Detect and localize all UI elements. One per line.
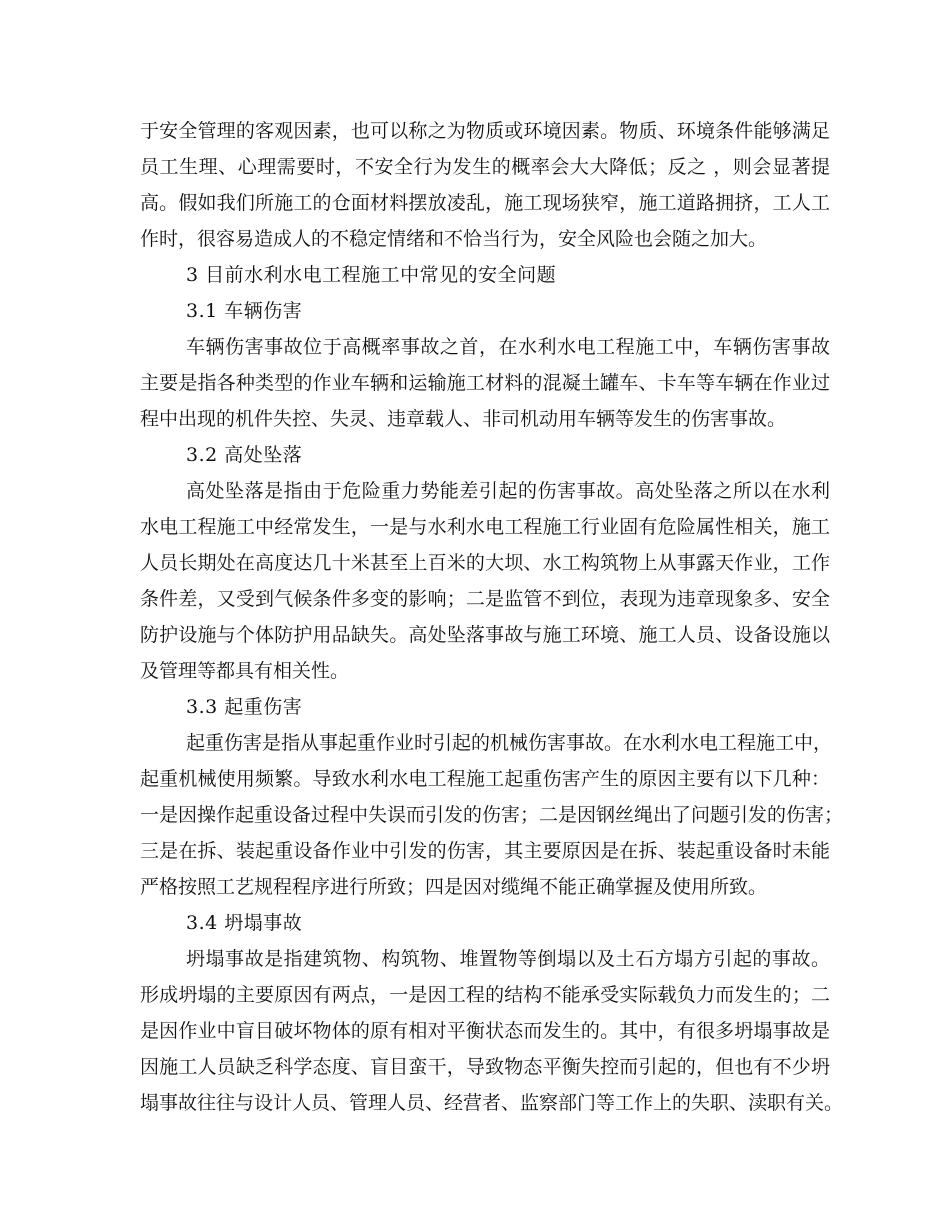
text-line: 一是因操作起重设备过程中失误而引发的伤害；二是因钢丝绳出了问题引发的伤害； (140, 804, 844, 826)
document-page (140, 113, 844, 1121)
text-line: 条件差，又受到气候条件多变的影响；二是监管不到位，表现为违章现象多、安全 (140, 588, 830, 610)
text-line: 主要是指各种类型的作业车辆和运输施工材料的混凝土罐车、卡车等车辆在作业过 (140, 372, 830, 394)
text-line: 及管理等都具有相关性。 (140, 660, 350, 682)
text-line: 作时，很容易造成人的不稳定情绪和不恰当行为，安全风险也会随之加大。 (140, 228, 768, 250)
heading-text: 3 目前水利水电工程施工中常见的安全问题 (186, 264, 557, 286)
text-line: 防护设施与个体防护用品缺失。高处坠落事故与施工环境、施工人员、设备设施以 (140, 624, 830, 646)
text-line: 因施工人员缺乏科学态度、盲目蛮干，导致物态平衡失控而引起的，但也有不少坍 (140, 1056, 830, 1078)
section-heading (140, 437, 830, 473)
text-line: 形成坍塌的主要原因有两点，一是因工程的结构不能承受实际载负力而发生的；二 (140, 984, 830, 1006)
text-line: 起重伤害是指从事起重作业时引起的机械伤害事故。在水利水电工程施工中， (186, 732, 833, 754)
heading-text: 3.4 坍塌事故 (186, 912, 303, 934)
text-line: 水电工程施工中经常发生，一是与水利水电工程施工行业固有危险属性相关，施工 (140, 516, 830, 538)
paragraph (140, 941, 844, 1121)
paragraph (140, 725, 844, 905)
paragraph (140, 113, 830, 257)
section-heading (140, 689, 830, 725)
text-line: 员工生理、心理需要时，不安全行为发生的概率会大大降低；反之 ，则会显著提 (140, 156, 830, 178)
section-heading (140, 257, 830, 293)
text-line: 塌事故往往与设计人员、管理人员、经营者、监察部门等工作上的失职、渎职有关。 (140, 1092, 844, 1114)
text-line: 三是在拆、装起重设备作业中引发的伤害，其主要原因是在拆、装起重设备时未能 (140, 840, 830, 862)
heading-text: 3.3 起重伤害 (186, 696, 303, 718)
text-line: 是因作业中盲目破坏物体的原有相对平衡状态而发生的。其中，有很多坍塌事故是 (140, 1020, 830, 1042)
section-heading (140, 293, 830, 329)
text-line: 起重机械使用频繁。导致水利水电工程施工起重伤害产生的原因主要有以下几种： (140, 768, 830, 790)
text-line: 坍塌事故是指建筑物、构筑物、堆置物等倒塌以及土石方塌方引起的事故。 (186, 948, 830, 970)
heading-text: 3.1 车辆伤害 (186, 300, 303, 322)
text-line: 严格按照工艺规程程序进行所致；四是因对缆绳不能正确掌握及使用所致。 (140, 876, 768, 898)
text-line: 高处坠落是指由于危险重力势能差引起的伤害事故。高处坠落之所以在水利 (186, 480, 830, 502)
text-line: 程中出现的机件失控、失灵、违章载人、非司机动用车辆等发生的伤害事故。 (140, 408, 787, 430)
paragraph (140, 329, 830, 437)
section-heading (140, 905, 830, 941)
text-line: 人员长期处在高度达几十米甚至上百米的大坝、水工构筑物上从事露天作业，工作 (140, 552, 830, 574)
text-line: 高。假如我们所施工的仓面材料摆放凌乱，施工现场狭窄，施工道路拥挤，工人工 (140, 192, 830, 214)
text-line: 车辆伤害事故位于高概率事故之首，在水利水电工程施工中，车辆伤害事故 (186, 336, 830, 358)
text-line: 于安全管理的客观因素，也可以称之为物质或环境因素。物质、环境条件能够满足 (140, 120, 830, 142)
paragraph (140, 473, 830, 689)
heading-text: 3.2 高处坠落 (186, 444, 303, 466)
